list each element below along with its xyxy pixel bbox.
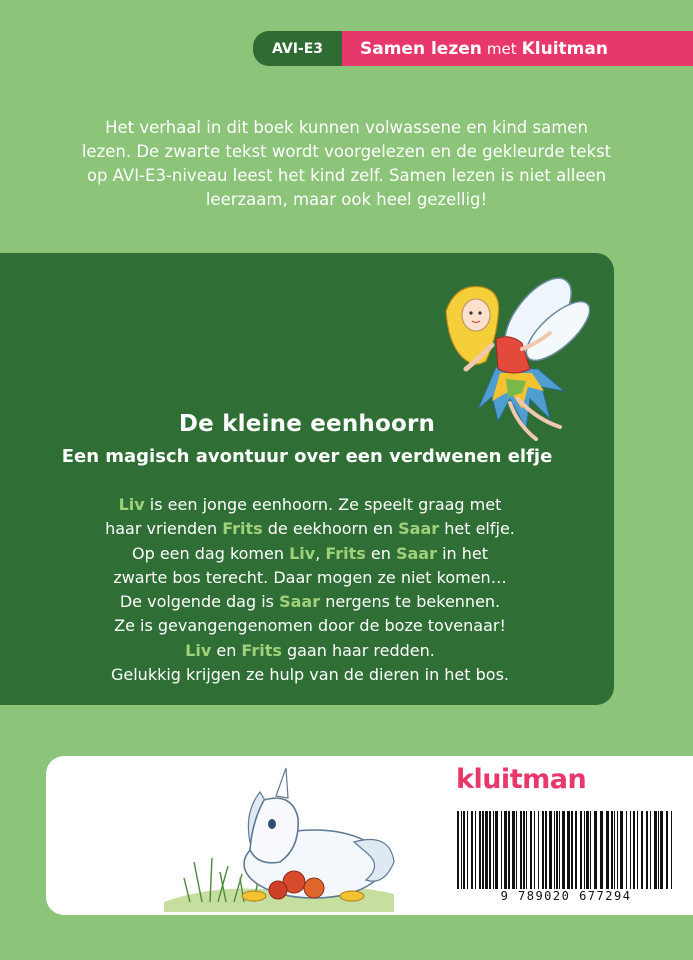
story-line <box>40 566 580 590</box>
character-name: Saar <box>279 592 321 612</box>
isbn-number: 9 789020 677294 <box>500 889 632 903</box>
story-line <box>40 590 580 614</box>
story-text: en <box>211 640 242 660</box>
story-text: de eekhoorn en <box>262 519 399 539</box>
story-text: is een jonge eenhoorn. Ze speelt graag met <box>144 495 502 514</box>
book-title: De kleine eenhoorn <box>178 411 436 437</box>
avi-level-label: AVI-E3 <box>253 31 342 66</box>
character-name: Liv <box>185 640 212 660</box>
story-text: gaan haar redden. <box>281 640 435 660</box>
story-text: , <box>315 543 326 563</box>
character-name: Liv <box>118 495 145 514</box>
story-text: nergens te bekennen. <box>320 592 501 612</box>
intro-line: lezen. De zwarte tekst wordt voorgelezen en de gekleurde tekst <box>81 142 612 161</box>
story-text: het elfje. <box>439 519 515 539</box>
story-line <box>40 517 580 541</box>
story-text: De volgende dag is <box>119 592 280 612</box>
intro-line: leerzaam, maar ook heel gezellig! <box>205 190 488 209</box>
book-subtitle: Een magisch avontuur over een verdwenen elfje <box>61 446 553 467</box>
character-name: Liv <box>289 543 316 563</box>
series-name: Samen lezen <box>360 38 482 59</box>
character-name: Frits <box>325 543 366 563</box>
character-name: Frits <box>241 640 282 660</box>
story-text: Gelukkig krijgen ze hulp van de dieren in het bos. <box>110 665 509 685</box>
story-text: en <box>365 543 396 563</box>
character-name: Saar <box>395 543 437 563</box>
story-line <box>40 542 580 566</box>
story-text: Ze is gevangengenomen door de boze tovenaar! <box>114 616 506 636</box>
character-name: Saar <box>398 519 440 539</box>
story-summary <box>40 493 580 687</box>
unicorn-illustration <box>154 762 404 912</box>
story-text: zwarte bos terecht. Daar mogen ze niet komen… <box>113 567 507 587</box>
series-badge <box>253 31 693 66</box>
story-line <box>40 614 580 638</box>
story-text: haar vrienden <box>105 519 223 539</box>
bottom-panel <box>46 756 693 915</box>
story-text: Op een dag komen <box>131 543 290 563</box>
barcode <box>451 811 681 889</box>
story-text: in het <box>436 543 488 563</box>
intro-text <box>50 116 643 212</box>
intro-line: op AVI-E3-niveau leest het kind zelf. Samen lezen is niet alleen <box>86 166 607 185</box>
story-line <box>40 663 580 687</box>
series-label <box>342 31 693 66</box>
summary-panel <box>0 253 614 705</box>
series-brand: Kluitman <box>521 38 608 59</box>
character-name: Frits <box>222 519 263 539</box>
story-line <box>40 493 580 517</box>
publisher-logo: kluitman <box>456 764 587 795</box>
story-line <box>40 639 580 663</box>
series-connector: met <box>486 39 517 58</box>
intro-line: Het verhaal in dit boek kunnen volwassene en kind samen <box>105 118 588 137</box>
